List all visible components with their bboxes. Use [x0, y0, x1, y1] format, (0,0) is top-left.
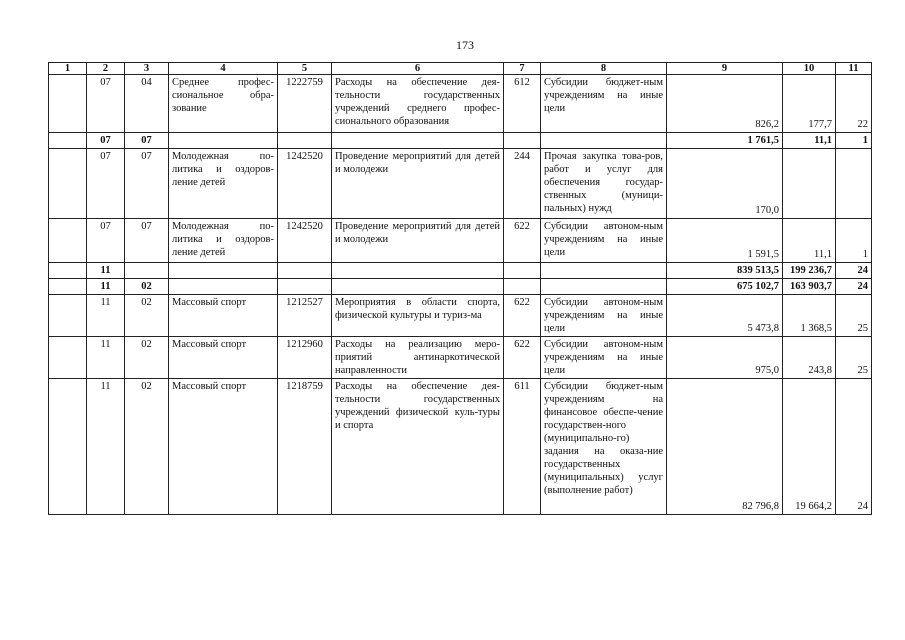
cell-expense-type: 612 — [504, 75, 541, 133]
cell-target-name: Проведение мероприятий для детей и молодежи — [332, 219, 504, 263]
table-row — [49, 337, 872, 379]
header-cell: 3 — [125, 63, 169, 75]
cell-col1 — [49, 263, 87, 279]
cell-section: 11 — [87, 263, 125, 279]
cell-amount: 839 513,5 — [667, 263, 783, 279]
cell-subsection-name: Массовый спорт — [169, 379, 278, 515]
cell-amount-2: 11,1 — [783, 133, 836, 149]
cell-target-name: Расходы на реализацию меро-приятий антинаркотической направленности — [332, 337, 504, 379]
cell-col1 — [49, 133, 87, 149]
cell-subsection-name — [169, 263, 278, 279]
cell-expense-type: 622 — [504, 337, 541, 379]
cell-amount-2: 19 664,2 — [783, 379, 836, 515]
cell-section: 07 — [87, 133, 125, 149]
table-row — [49, 219, 872, 263]
cell-col11: 22 — [836, 75, 872, 133]
header-cell: 7 — [504, 63, 541, 75]
cell-target-name: Расходы на обеспечение дея-тельности государственных учреждений физической куль-туры и спорта — [332, 379, 504, 515]
cell-col11: 24 — [836, 379, 872, 515]
cell-section: 07 — [87, 149, 125, 219]
header-row — [49, 63, 872, 75]
cell-amount-2: 243,8 — [783, 337, 836, 379]
cell-subsection-name — [169, 133, 278, 149]
cell-section: 11 — [87, 279, 125, 295]
cell-col1 — [49, 149, 87, 219]
cell-amount: 5 473,8 — [667, 295, 783, 337]
page-number: 173 — [456, 38, 474, 52]
cell-expense-type: 622 — [504, 219, 541, 263]
cell-col11: 24 — [836, 263, 872, 279]
cell-amount: 82 796,8 — [667, 379, 783, 515]
cell-target-code: 1242520 — [278, 219, 332, 263]
cell-expense-type: 611 — [504, 379, 541, 515]
header-cell: 1 — [49, 63, 87, 75]
table-row — [49, 295, 872, 337]
cell-target-code — [278, 263, 332, 279]
cell-target-name: Мероприятия в области спорта, физической культуры и туриз-ма — [332, 295, 504, 337]
cell-expense-type: 622 — [504, 295, 541, 337]
cell-target-code — [278, 133, 332, 149]
cell-subsection: 02 — [125, 279, 169, 295]
cell-col11 — [836, 149, 872, 219]
header-cell: 6 — [332, 63, 504, 75]
cell-amount: 975,0 — [667, 337, 783, 379]
cell-expense-type-name: Прочая закупка това-ров, работ и услуг для обеспечения государ-ственных (муници-пальных) нужд — [541, 149, 667, 219]
subtotal-row — [49, 263, 872, 279]
cell-amount: 826,2 — [667, 75, 783, 133]
cell-amount-2: 11,1 — [783, 219, 836, 263]
cell-col1 — [49, 75, 87, 133]
cell-target-code: 1212527 — [278, 295, 332, 337]
header-cell: 2 — [87, 63, 125, 75]
cell-expense-type-name: Субсидии автоном-ным учреждениям на иные цели — [541, 219, 667, 263]
cell-subsection — [125, 263, 169, 279]
cell-amount-2: 163 903,7 — [783, 279, 836, 295]
cell-section: 11 — [87, 337, 125, 379]
cell-amount-2: 1 368,5 — [783, 295, 836, 337]
cell-subsection: 07 — [125, 149, 169, 219]
cell-subsection-name: Молодежная по-литика и оздоров-ление детей — [169, 149, 278, 219]
cell-target-code: 1222759 — [278, 75, 332, 133]
cell-expense-type-name — [541, 263, 667, 279]
cell-expense-type-name: Субсидии автоном-ным учреждениям на иные цели — [541, 295, 667, 337]
cell-col11: 1 — [836, 219, 872, 263]
cell-expense-type — [504, 263, 541, 279]
header-cell: 11 — [836, 63, 872, 75]
table-row — [49, 75, 872, 133]
cell-expense-type-name: Субсидии бюджет-ным учреждениям на иные цели — [541, 75, 667, 133]
cell-amount-2 — [783, 149, 836, 219]
cell-section: 07 — [87, 219, 125, 263]
cell-subsection: 02 — [125, 337, 169, 379]
cell-expense-type — [504, 133, 541, 149]
cell-col11: 25 — [836, 295, 872, 337]
cell-subsection: 02 — [125, 379, 169, 515]
cell-target-name — [332, 279, 504, 295]
cell-target-code — [278, 279, 332, 295]
cell-col1 — [49, 379, 87, 515]
cell-expense-type — [504, 279, 541, 295]
cell-target-code: 1242520 — [278, 149, 332, 219]
table-row — [49, 379, 872, 515]
cell-expense-type-name: Субсидии бюджет-ным учреждениям на финансовое обеспе-чение государствен-ного (муниципально-го) задания на оказа-ние государственных (муниципальных) услуг (выполнение работ) — [541, 379, 667, 515]
header-cell: 4 — [169, 63, 278, 75]
table-row — [49, 149, 872, 219]
cell-amount: 1 761,5 — [667, 133, 783, 149]
cell-expense-type: 244 — [504, 149, 541, 219]
cell-col1 — [49, 295, 87, 337]
cell-expense-type-name — [541, 279, 667, 295]
cell-section: 07 — [87, 75, 125, 133]
cell-amount: 1 591,5 — [667, 219, 783, 263]
cell-subsection: 02 — [125, 295, 169, 337]
subtotal-row — [49, 133, 872, 149]
cell-section: 11 — [87, 379, 125, 515]
cell-col1 — [49, 219, 87, 263]
header-cell: 10 — [783, 63, 836, 75]
cell-target-name — [332, 133, 504, 149]
header-cell: 9 — [667, 63, 783, 75]
header-cell: 5 — [278, 63, 332, 75]
budget-table — [48, 62, 872, 515]
cell-col1 — [49, 279, 87, 295]
cell-col1 — [49, 337, 87, 379]
cell-target-code: 1212960 — [278, 337, 332, 379]
header-cell: 8 — [541, 63, 667, 75]
cell-target-code: 1218759 — [278, 379, 332, 515]
cell-subsection-name: Среднее профес-сиональное обра-зование — [169, 75, 278, 133]
cell-col11: 1 — [836, 133, 872, 149]
cell-subsection: 07 — [125, 133, 169, 149]
cell-amount-2: 177,7 — [783, 75, 836, 133]
cell-section: 11 — [87, 295, 125, 337]
cell-amount: 675 102,7 — [667, 279, 783, 295]
cell-subsection-name: Массовый спорт — [169, 295, 278, 337]
cell-target-name: Расходы на обеспечение дея-тельности государственных учреждений среднего профес-сионального образования — [332, 75, 504, 133]
cell-col11: 25 — [836, 337, 872, 379]
cell-amount-2: 199 236,7 — [783, 263, 836, 279]
cell-subsection: 07 — [125, 219, 169, 263]
cell-expense-type-name: Субсидии автоном-ным учреждениям на иные цели — [541, 337, 667, 379]
cell-target-name: Проведение мероприятий для детей и молодежи — [332, 149, 504, 219]
cell-subsection-name: Молодежная по-литика и оздоров-ление детей — [169, 219, 278, 263]
cell-target-name — [332, 263, 504, 279]
cell-subsection-name: Массовый спорт — [169, 337, 278, 379]
cell-col11: 24 — [836, 279, 872, 295]
cell-amount: 170,0 — [667, 149, 783, 219]
cell-subsection-name — [169, 279, 278, 295]
subtotal-row — [49, 279, 872, 295]
cell-expense-type-name — [541, 133, 667, 149]
cell-subsection: 04 — [125, 75, 169, 133]
